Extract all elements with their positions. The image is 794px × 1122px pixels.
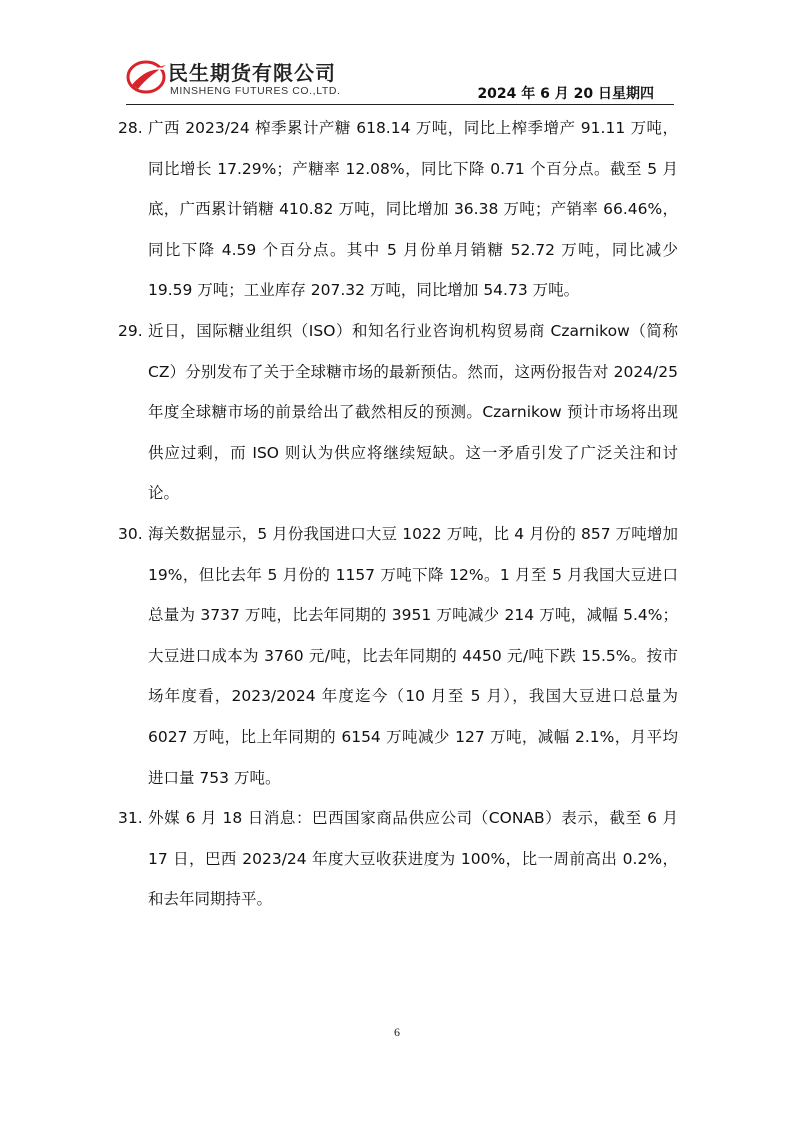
company-name-cn: 民生期货有限公司 [168,61,336,85]
news-list [118,108,678,920]
news-item-29 [118,311,678,514]
news-item-30 [118,514,678,798]
news-item-28 [118,108,678,311]
item-number: 31. [118,809,143,828]
item-number: 28. [118,119,143,137]
item-text: 外媒 6 月 18 日消息：巴西国家商品供应公司（CONAB）表示，截至 6 月 17 日，巴西 2023/24 年度大豆收获进度为 100%，比一周前高出 0.2%，和去年同期持平。 [148,809,678,909]
company-name-en: MINSHENG FUTURES CO.,LTD. [170,85,341,97]
page-header [126,55,674,103]
item-text: 海关数据显示，5 月份我国进口大豆 1022 万吨，比 4 月份的 857 万吨增加 19%，但比去年 5 月份的 1157 万吨下降 12%。1 月至 5 月我国大豆进口总量为 3737 万吨，比去年同期的 3951 万吨减少 214 万吨，减幅 5.4%；大豆进口成本为 3760 元/吨，比去年同期的 4450 元/吨下跌 15.5%。按市场年度看，2023/2024 年度迄今（10 月至 5 月），我国大豆进口总量为 6027 万吨，比上年同期的 6154 万吨减少 127 万吨，减幅 2.1%，月平均进口量 753 万吨。 [148,524,678,787]
news-item-31 [118,798,678,920]
header-divider [126,104,674,105]
item-number: 30. [118,524,143,543]
page-number: 6 [394,1025,400,1039]
item-text: 近日，国际糖业组织（ISO）和知名行业咨询机构贸易商 Czarnikow（简称 CZ）分别发布了关于全球糖市场的最新预估。然而，这两份报告对 2024/25 年度全球糖市场的前景给出了截然相反的预测。Czarnikow 预计市场将出现供应过剩，而 ISO 则认为供应将继续短缺。这一矛盾引发了广泛关注和讨论。 [148,321,678,503]
company-logo-icon [126,57,168,95]
item-number: 29. [118,321,143,340]
item-text: 广西 2023/24 榨季累计产糖 618.14 万吨，同比上榨季增产 91.11 万吨，同比增长 17.29%；产糖率 12.08%，同比下降 0.71 个百分点。截至 5 月底，广西累计销糖 410.82 万吨，同比增加 36.38 万吨；产销率 66.46%，同比下降 4.59 个百分点。其中 5 月份单月销糖 52.72 万吨，同比减少 19.59 万吨；工业库存 207.32 万吨，同比增加 54.73 万吨。 [148,119,678,300]
report-date: 2024 年 6 月 20 日星期四 [477,86,654,102]
